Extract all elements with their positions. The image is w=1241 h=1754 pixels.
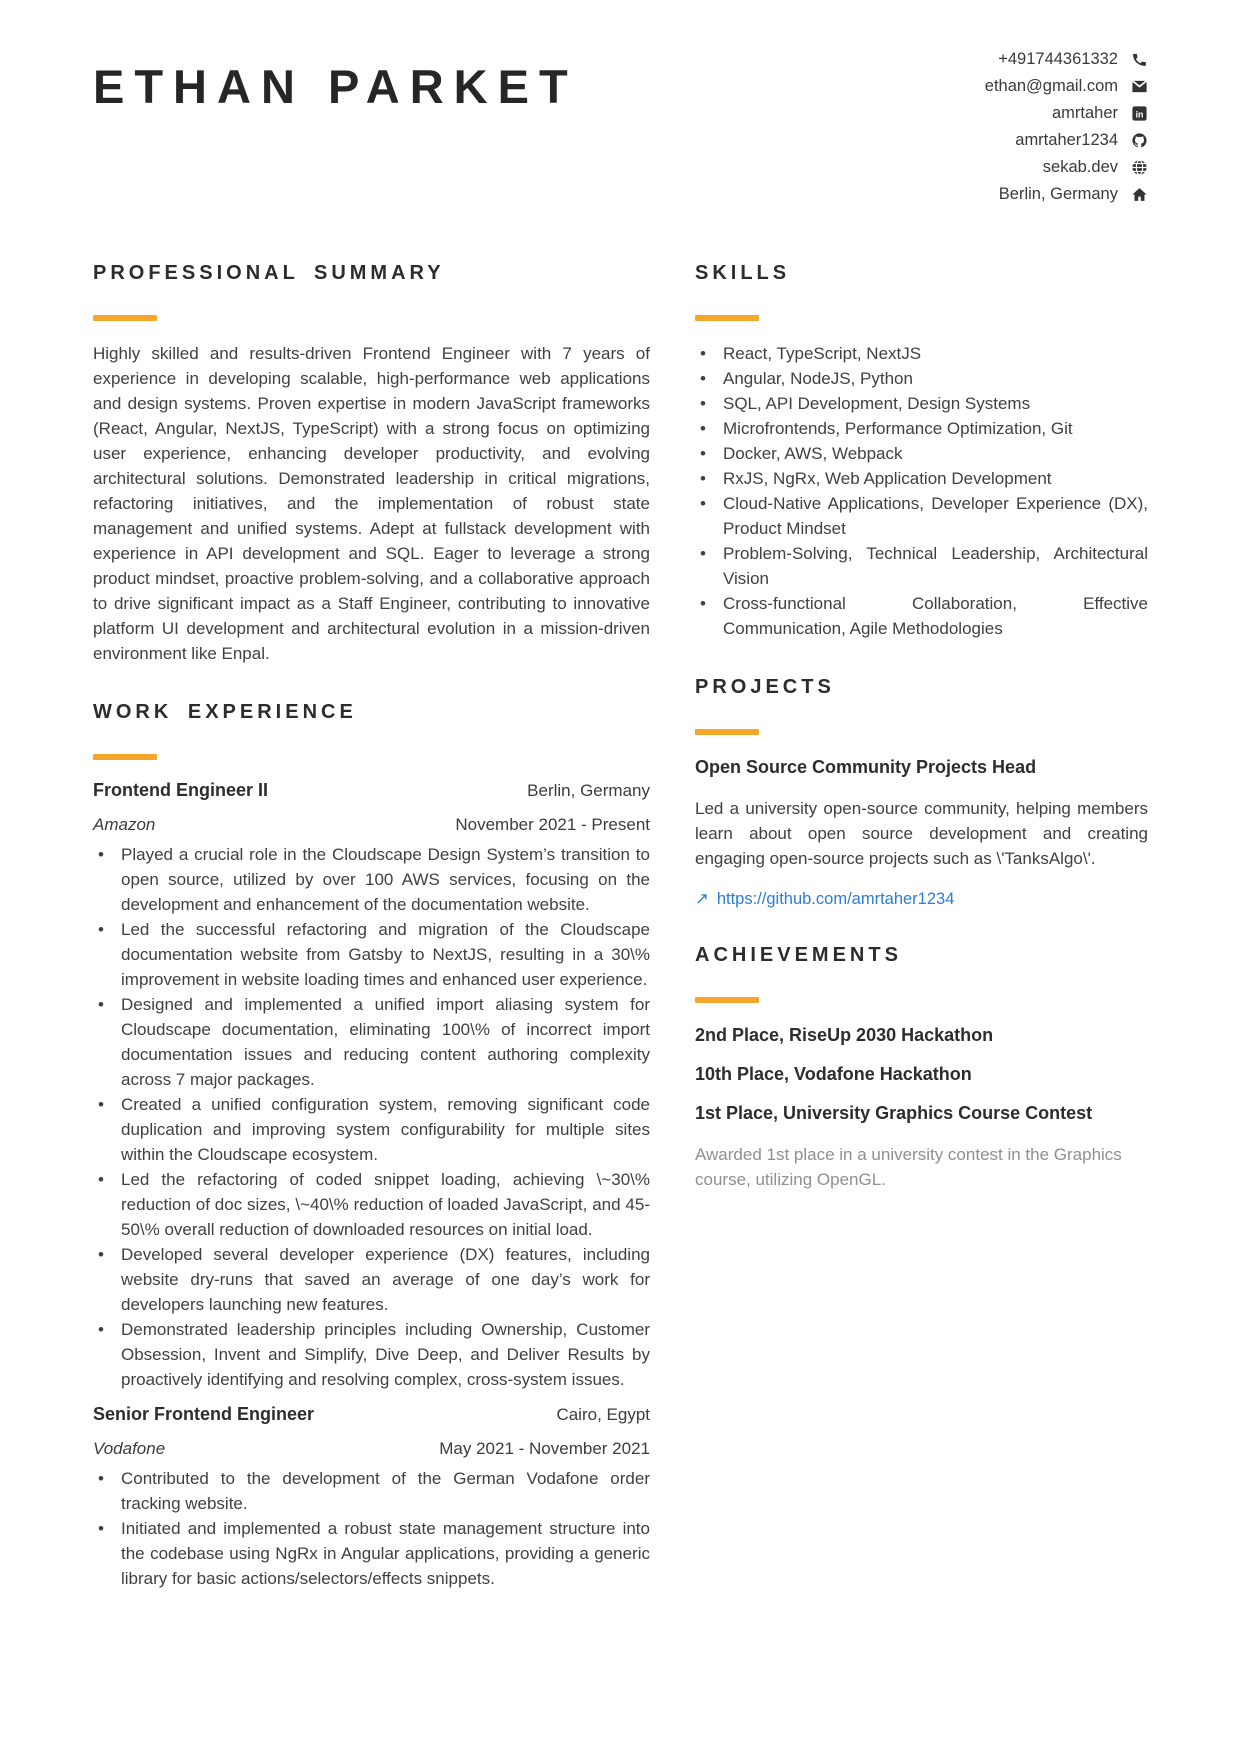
skill-item: • RxJS, NgRx, Web Application Development — [695, 466, 1148, 491]
job-senior-frontend-engineer — [93, 1404, 650, 1591]
contact-location-label: Berlin, Germany — [998, 185, 1118, 203]
achievement-entry: 1st Place, University Graphics Course Contest — [695, 1103, 1093, 1123]
skill-item: • Problem-Solving, Technical Leadership, Architectural Vision — [695, 541, 1148, 591]
contact-email — [985, 77, 1148, 95]
job-company: Amazon — [93, 815, 156, 834]
svg-text:in: in — [1135, 108, 1143, 119]
contact-location — [999, 185, 1148, 203]
achievement-entry: 10th Place, Vodafone Hackathon — [695, 1064, 972, 1084]
professional-summary-text: Highly skilled and results-driven Frontend Engineer with 7 years of experience in developing scalable, high-performance web applications and design systems. Proven expertise in modern JavaScript frameworks (React, Angular, NextJS, TypeScript) with a strong focus on optimizing user experience, enhancing developer productivity, and evolving architectural solutions. Demonstrated leadership in critical migrations, refactoring initiatives, and the implementation of robust state management and unified systems. Adept at fullstack development with experience in API development and SQL. Eager to leverage a strong product mindset, proactive problem-solving, and a collaborative approach to drive significant impact as a Staff Engineer, contributing to innovative platform UI development and architectural evolution in a mission-driven environment like Enpal. — [93, 344, 650, 663]
job-bullet: • Played a crucial role in the Cloudscape Design System’s transition to open source, utilized by over 100 AWS services, focusing on the development and enhancement of the documentation website. — [93, 842, 650, 917]
phone-icon — [1130, 50, 1148, 68]
home-icon — [1130, 185, 1148, 203]
section-professional-summary — [93, 261, 650, 666]
job-bullet: • Designed and implemented a unified import aliasing system for Cloudscape documentation, eliminating 100\% of incorrect import documentation issues and reducing content authoring complexity across 7 major packages. — [93, 992, 650, 1092]
contact-github-label: amrtaher1234 — [1015, 131, 1118, 149]
header — [93, 46, 1148, 203]
project-name: Open Source Community Projects Head — [695, 757, 1037, 777]
email-icon — [1130, 77, 1148, 95]
contact-website — [1043, 158, 1148, 176]
accent-divider — [695, 997, 759, 1003]
job-bullet: • Demonstrated leadership principles including Ownership, Customer Obsession, Invent and Simplify, Dive Deep, and Deliver Results by proactively identifying and resolving complex, cross-system issues. — [93, 1317, 650, 1392]
job-dates: May 2021 - November 2021 — [439, 1439, 650, 1458]
projects-title: PROJECTS — [695, 676, 835, 698]
job-company: Vodafone — [93, 1439, 166, 1458]
contact-linkedin-label: amrtaher — [1051, 104, 1118, 122]
section-work-experience — [93, 700, 650, 1591]
job-subheader — [93, 1439, 650, 1459]
job-bullet: • Led the successful refactoring and migration of the Cloudscape documentation website from Gatsby to NextJS, resulting in a 30\% improvement in website loading times and enhanced user experience. — [93, 917, 650, 992]
skill-item: • React, TypeScript, NextJS — [695, 341, 1148, 366]
project-link-url: https://github.com/amrtaher1234 — [716, 889, 955, 908]
work-experience-title: WORK EXPERIENCE — [93, 701, 357, 723]
skill-item: • SQL, API Development, Design Systems — [695, 391, 1148, 416]
job-header — [93, 780, 650, 801]
job-frontend-engineer-ii — [93, 780, 650, 1392]
accent-divider — [93, 315, 157, 321]
linkedin-icon — [1130, 104, 1148, 122]
section-projects — [695, 675, 1148, 909]
section-skills — [695, 261, 1148, 641]
professional-summary-title: PROFESSIONAL SUMMARY — [93, 262, 445, 284]
contact-phone — [998, 50, 1148, 68]
skill-item: • Cross-functional Collaboration, Effective Communication, Agile Methodologies — [695, 591, 1148, 641]
job-bullet: • Led the refactoring of coded snippet loading, achieving \~30\% reduction of doc sizes, \~40\% reduction of loaded JavaScript, and 45-50\% overall reduction of downloaded resources on initial load. — [93, 1167, 650, 1242]
job-bullet: • Created a unified configuration system, removing significant code duplication and improving system configurability for multiple sites within the Cloudscape ecosystem. — [93, 1092, 650, 1167]
accent-divider — [695, 729, 759, 735]
job-bullet-list — [93, 842, 650, 1392]
github-icon — [1130, 131, 1148, 149]
project-link[interactable] — [695, 889, 1148, 909]
achievement-note: Awarded 1st place in a university contest in the Graphics course, utilizing OpenGL. — [695, 1145, 1122, 1189]
external-link-icon: ↗ — [695, 890, 709, 908]
skills-title: SKILLS — [695, 262, 791, 284]
contact-phone-label: +491744361332 — [998, 50, 1118, 68]
skill-item: • Cloud-Native Applications, Developer Experience (DX), Product Mindset — [695, 491, 1148, 541]
achievements-title: ACHIEVEMENTS — [695, 944, 902, 966]
contact-linkedin — [1052, 104, 1148, 122]
job-role: Frontend Engineer II — [93, 780, 269, 800]
job-subheader — [93, 815, 650, 835]
page-title: ETHAN PARKET — [93, 60, 578, 113]
job-role: Senior Frontend Engineer — [93, 1404, 315, 1424]
job-location: Berlin, Germany — [527, 781, 650, 800]
job-bullet-list — [93, 1466, 650, 1591]
skill-item: • Angular, NodeJS, Python — [695, 366, 1148, 391]
contact-website-label: sekab.dev — [1042, 158, 1118, 176]
achievement-entry: 2nd Place, RiseUp 2030 Hackathon — [695, 1025, 994, 1045]
contact-list — [985, 46, 1148, 203]
accent-divider — [93, 754, 157, 760]
globe-icon — [1130, 158, 1148, 176]
job-bullet: • Developed several developer experience (DX) features, including website dry-runs that saved an average of one day’s work for developers launching new features. — [93, 1242, 650, 1317]
job-bullet: • Initiated and implemented a robust state management structure into the codebase using NgRx in Angular applications, providing a generic library for basic actions/selectors/effects snippets. — [93, 1516, 650, 1591]
accent-divider — [695, 315, 759, 321]
job-bullet: • Contributed to the development of the German Vodafone order tracking website. — [93, 1466, 650, 1516]
section-achievements — [695, 943, 1148, 1192]
left-column — [93, 261, 650, 1625]
skills-list — [695, 341, 1148, 641]
job-header — [93, 1404, 650, 1425]
job-location: Cairo, Egypt — [556, 1405, 650, 1424]
content-columns — [93, 261, 1148, 1625]
contact-email-label: ethan@gmail.com — [984, 77, 1118, 95]
job-dates: November 2021 - Present — [455, 815, 650, 834]
project-description: Led a university open-source community, helping members learn about open source development and creating engaging open-source projects such as \'TanksAlgo\'. — [695, 799, 1148, 868]
contact-github — [1015, 131, 1148, 149]
right-column — [695, 261, 1148, 1625]
skill-item: • Docker, AWS, Webpack — [695, 441, 1148, 466]
skill-item: • Microfrontends, Performance Optimization, Git — [695, 416, 1148, 441]
